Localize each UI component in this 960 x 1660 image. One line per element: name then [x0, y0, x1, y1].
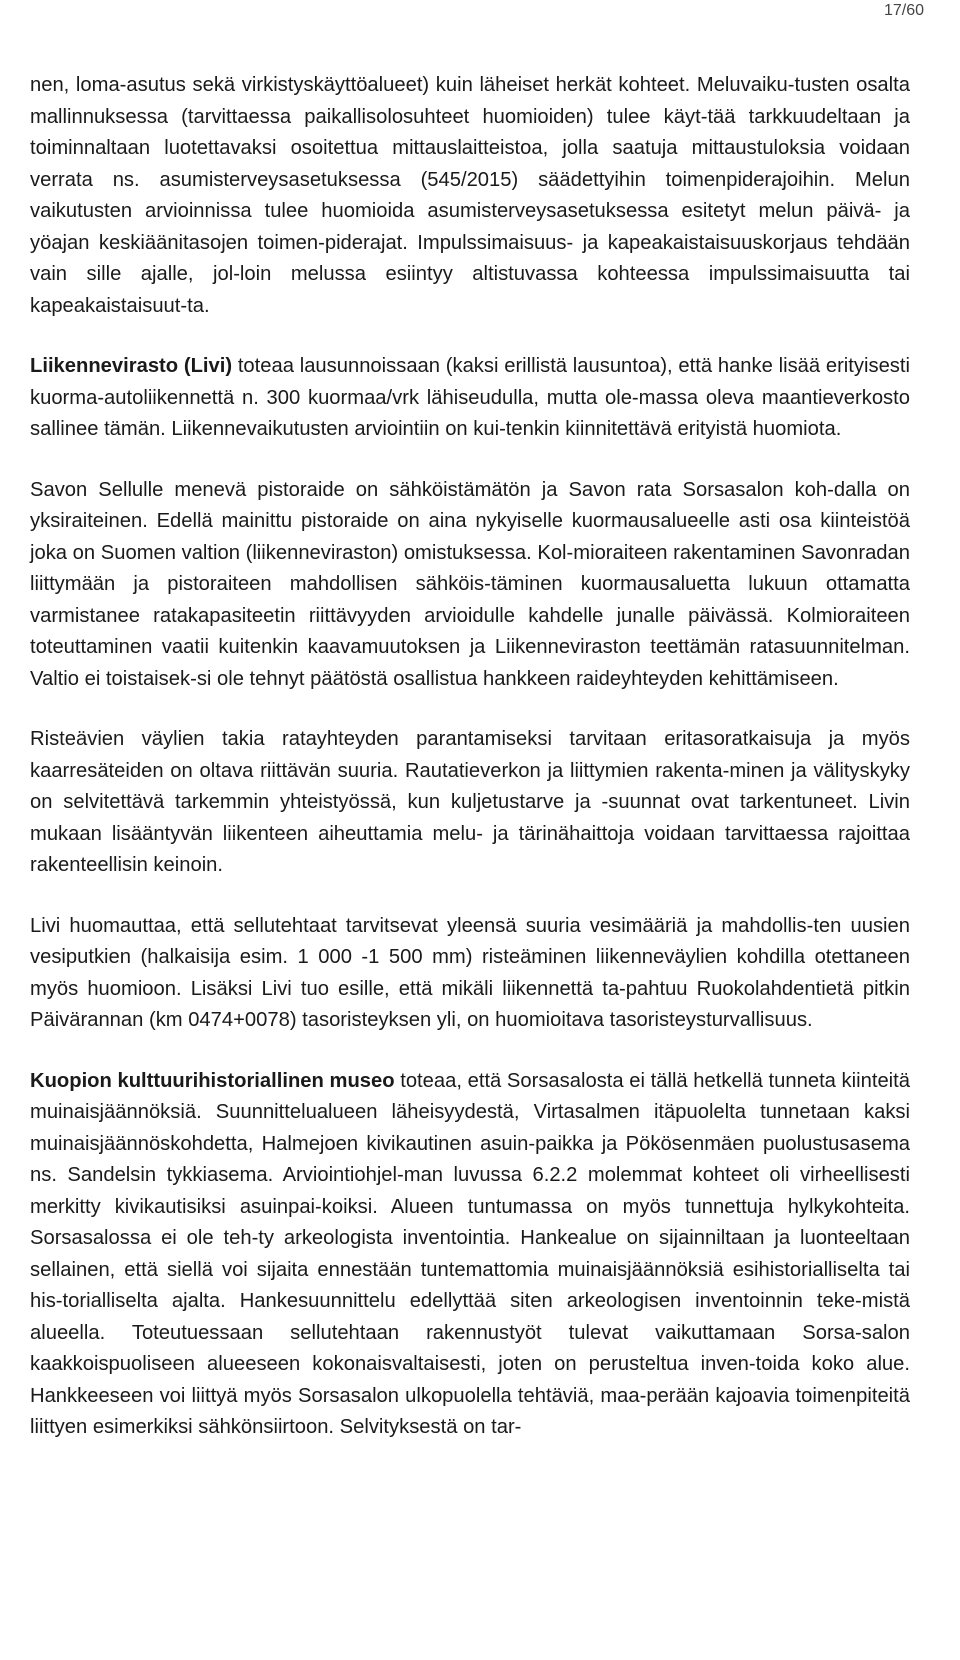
text-line: huomioitava tasoristeysturvallisuus.	[495, 1009, 813, 1031]
text-line: tunneta kiinteitä muinaisjäännöksiä. Suunnittelualueen läheisyydestä, Virtasalmen	[30, 1069, 910, 1123]
text-line: säädettyihin toimenpiderajoihin. Melun vaikutusten arvioinnissa tulee huomioida	[30, 168, 910, 222]
bold-heading: Kuopion kulttuurihistoriallinen museo	[30, 1069, 395, 1092]
text-line: saatuja mittaustuloksia voidaan verrata ns. asumisterveysasetuksessa (545/2015)	[30, 137, 911, 191]
text-line: salon kaakkoispuoliseen alueeseen kokonaisvaltaisesti, joten on perusteltua inven-	[30, 1321, 910, 1375]
text-line: nen, loma-asutus sekä virkistyskäyttöalueet) kuin läheiset herkät kohteet. Meluvaiku-	[30, 74, 795, 96]
text-line: täminen kuormausaluetta lukuun ottamatta varmistanee ratakapasiteetin riittävyyden	[30, 573, 910, 627]
paragraph	[30, 70, 910, 322]
text-line: Livi huomauttaa, että sellutehtaat tarvitsevat yleensä suuria vesimääriä ja mahdollis-	[30, 914, 814, 937]
text-line: ty arkeologista inventointia. Hankealue on sijainniltaan ja luonteeltaan sellainen, että	[30, 1227, 910, 1281]
text-line: loin melussa esiintyy altistuvassa kohteessa impulssimaisuutta tai kapeakaistaisuut-	[30, 263, 910, 317]
text-line: kaavamuutoksen ja Liikenneviraston teettämän ratasuunnitelman. Valtio ei toistaisek-	[30, 636, 910, 690]
text-line: minen ja välityskyky on selvitettävä tarkemmin yhteistyössä, kun kuljetustarve ja -	[30, 759, 910, 813]
text-line: toida koko alue. Hankkeeseen voi liittyä myös Sorsasalon ulkopuolella tehtäviä, maa-	[30, 1353, 910, 1407]
text-line: toteaa lausunnoissaan (kaksi erillistä lausuntoa), että hanke	[232, 355, 779, 377]
paragraph	[30, 475, 910, 696]
text-line: pahtuu Ruokolahdentietä pitkin Päivärannan (km 0474+0078) tasoristeyksen yli, on	[30, 977, 910, 1031]
text-line: dalla on yksiraiteinen. Edellä mainittu pistoraide on aina nykyiselle kuormausalueelle	[30, 478, 910, 532]
text-line: myös kaarresäteiden on oltava riittävän suuria. Rautatieverkon ja liittymien rakenta-	[30, 728, 910, 782]
text-line: ta.	[187, 294, 210, 317]
text-line: piderajat. Impulssimaisuus- ja kapeakaistaisuuskorjaus tehdään vain sille ajalle, jol-	[30, 231, 910, 285]
text-line: toteaa, että Sorsasalosta ei tällä hetkellä	[394, 1069, 769, 1092]
text-line: torialliselta ajalta. Hankesuunnittelu edellyttää siten arkeologisen inventoinnin teke-	[62, 1290, 862, 1312]
text-line: tenkin kiinnitettävä erityistä huomiota.	[505, 418, 842, 440]
paragraph	[30, 351, 910, 446]
text-line: asti osa kiinteistöä joka on Suomen valtion (liikenneviraston) omistuksessa. Kol-	[30, 510, 911, 564]
text-line: ten uusien vesiputkien (halkaisija esim. 1 000 -1 500 mm) risteäminen liikenneväylien	[30, 914, 910, 968]
text-line: Risteävien väylien takia ratayhteyden parantamiseksi tarvitaan eritasoratkaisuja ja	[30, 728, 862, 750]
paragraph	[30, 1066, 910, 1444]
text-line: man luvussa 6.2.2 molemmat kohteet oli virheellisesti merkitty kivikautisiksi asuinpai-	[30, 1164, 910, 1218]
text-line: paikka ja Pökösenmäen puolustusasema ns. Sandelsin tykkiasema. Arviointiohjel-	[30, 1132, 910, 1186]
paragraph	[30, 724, 910, 882]
text-line: perään kajoavia toimenpiteitä liittyen esimerkiksi sähkönsiirtoon. Selvityksestä on tar-	[30, 1384, 910, 1438]
text-line: massa oleva maantieverkosto sallinee tämän. Liikennevaikutusten arviointiin on kui-	[30, 386, 910, 440]
text-line: koiksi. Alueen tuntumassa on myös tunnettuja hylkykohteita. Sorsasalossa ei ole teh-	[30, 1195, 910, 1249]
text-line: siellä voi sijaita ennestään tuntemattomia muinaisjäännöksiä esihistorialliselta tai his-	[30, 1258, 910, 1312]
text-line: asumisterveysasetuksessa esitetyt melun päivä- ja yöajan keskiäänitasojen toimen-	[30, 200, 910, 254]
document-body	[30, 70, 910, 1473]
text-line: Savon Sellulle menevä pistoraide on sähköistämätön ja Savon rata Sorsasalon koh-	[30, 478, 834, 501]
paragraph	[30, 911, 910, 1037]
text-line: tää tarkkuudeltaan ja toiminnaltaan luotettavaksi osoitettua mittauslaitteistoa, jolla	[30, 105, 910, 159]
text-line: tärinähaittoja voidaan tarvittaessa rajoittaa rakenteellisin keinoin.	[30, 822, 910, 876]
page-number: 17/60	[883, 2, 924, 19]
text-line: itäpuolelta tunnetaan kaksi muinaisjäännöskohdetta, Halmejoen kivikautinen asuin-	[30, 1101, 910, 1155]
bold-heading: Liikennevirasto (Livi)	[30, 355, 233, 377]
text-line: arvioidulle kahdelle junalle päivässä. Kolmioraiteen toteuttaminen vaatii kuitenkin	[30, 604, 911, 658]
text-line: mistä alueella. Toteutuessaan sellutehtaan rakennustyöt tulevat vaikuttamaan Sorsa-	[30, 1290, 910, 1344]
text-line: kohdilla otettaneen myös huomioon. Lisäksi Livi tuo esille, että mikäli liikennettä ta-	[30, 946, 910, 1000]
text-line: mioraiteen rakentaminen Savonradan liittymään ja pistoraiteen mahdollisen sähköis-	[30, 541, 910, 595]
text-line: lisää erityisesti kuorma-autoliikennettä n. 300 kuormaa/vrk lähiseudulla, mutta ole-	[30, 355, 910, 409]
text-line: suunnat ovat tarkentuneet. Livin mukaan lisääntyvän liikenteen aiheuttamia melu- ja	[30, 791, 910, 845]
text-line: tusten osalta mallinnuksessa (tarvittaessa paikallisolosuhteet huomioiden) tulee käyt-	[30, 74, 910, 128]
text-line: si ole tehnyt päätöstä osallistua hankkeen raideyhteyden kehittämiseen.	[196, 667, 839, 690]
